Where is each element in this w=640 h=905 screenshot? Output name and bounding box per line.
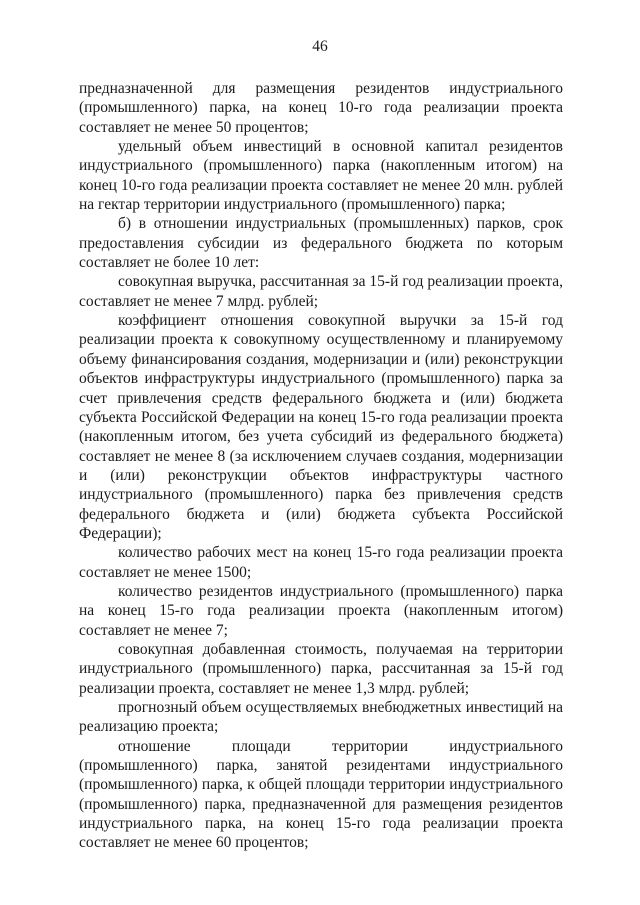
paragraph: б) в отношении индустриальных (промышленных) парков, срок предоставления субсидии из федерального бюджета по которым составляет не более 10 лет: [79, 215, 563, 272]
page-number: 46 [312, 38, 328, 55]
paragraph: количество рабочих мест на конец 15-го года реализации проекта составляет не менее 1500; [79, 544, 563, 581]
paragraph: количество резидентов индустриального (промышленного) парка на конец 15-го года реализации проекта (накопленным итогом) составляет не менее 7; [79, 582, 563, 639]
paragraph: коэффициент отношения совокупной выручки за 15-й год реализации проекта к совокупному осуществленному и планируемому объему финансирования создания, модернизации и (или) реконструкции объектов инфраструктуры индустриального (промышленного) парка за счет привлечения средств федерального бюджета и (или) бюджета субъекта Российской Федерации на конец 15-го года реализации проекта (накопленным итогом, без учета субсидий из федерального бюджета) составляет не менее 8 (за исключением случаев создания, модернизации и (или) реконструкции объектов инфраструктуры частного индустриального (промышленного) парка без привлечения средств федерального бюджета и (или) бюджета субъекта Российской Федерации); [79, 312, 563, 542]
document-body [79, 79, 563, 853]
paragraph: совокупная добавленная стоимость, получаемая на территории индустриального (промышленного) парка, рассчитанная за 15-й год реализации проекта, составляет не менее 1,3 млрд. рублей; [79, 640, 563, 697]
paragraph-continuation: предназначенной для размещения резидентов индустриального (промышленного) парка, на конец 10-го года реализации проекта составляет не менее 50 процентов; [79, 80, 563, 136]
paragraph: прогнозный объем осуществляемых внебюджетных инвестиций на реализацию проекта; [79, 699, 563, 736]
paragraph: удельный объем инвестиций в основной капитал резидентов индустриального (промышленного) парка (накопленным итогом) на конец 10-го года реализации проекта составляет не менее 20 млн. рублей на гектар территории индустриального (промышленного) парка; [79, 138, 563, 214]
paragraph: отношение площади территории индустриального (промышленного) парка, занятой резидентами индустриального (промышленного) парка, к общей площади территории индустриального (промышленного) парка, предназначенной для размещения резидентов индустриального парка, на конец 15-го года реализации проекта составляет не менее 60 процентов; [79, 737, 563, 852]
paragraph: совокупная выручка, рассчитанная за 15-й год реализации проекта, составляет не менее 7 млрд. рублей; [79, 273, 563, 310]
